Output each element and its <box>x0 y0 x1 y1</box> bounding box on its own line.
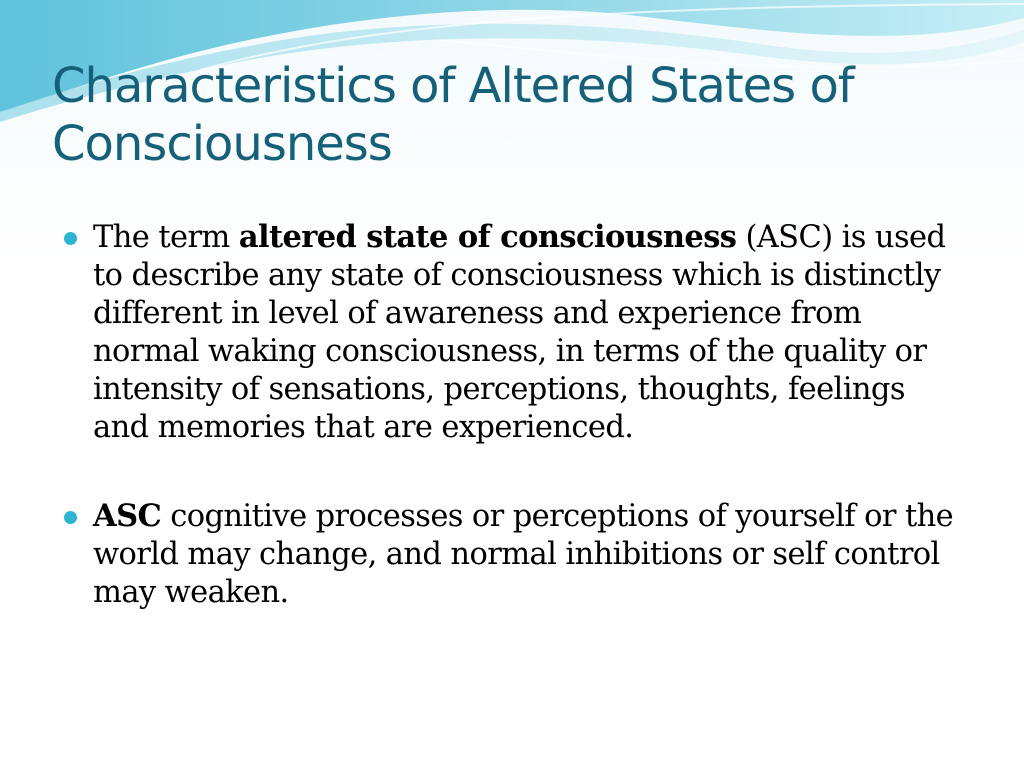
bullet-text-rest: cognitive processes or perceptions of yourself or the world may change, and normal inhibitions or self control may weaken. <box>93 499 954 610</box>
bullet-text-paren: (ASC) <box>736 220 833 255</box>
slide-title: Characteristics of Altered States of Consciousness <box>52 58 854 172</box>
bullet-item-asc-definition <box>62 218 962 447</box>
bullet-item-asc-effects <box>62 497 962 612</box>
bullet-dot-icon <box>64 511 77 524</box>
bullet-text-lead: The term <box>93 220 239 255</box>
bullet-term: altered state of consciousness <box>238 219 737 255</box>
bullet-text-rest: is used to describe any state of consciousness which is distinctly different in level of awareness and experience from normal waking consciousness, in terms of the quality or intensity of sensations, perceptions, thoughts, feelings and memories that are experienced. <box>93 220 946 445</box>
bullet-dot-icon <box>64 232 77 245</box>
bullet-list <box>62 218 962 612</box>
bullet-term: ASC <box>93 498 162 534</box>
